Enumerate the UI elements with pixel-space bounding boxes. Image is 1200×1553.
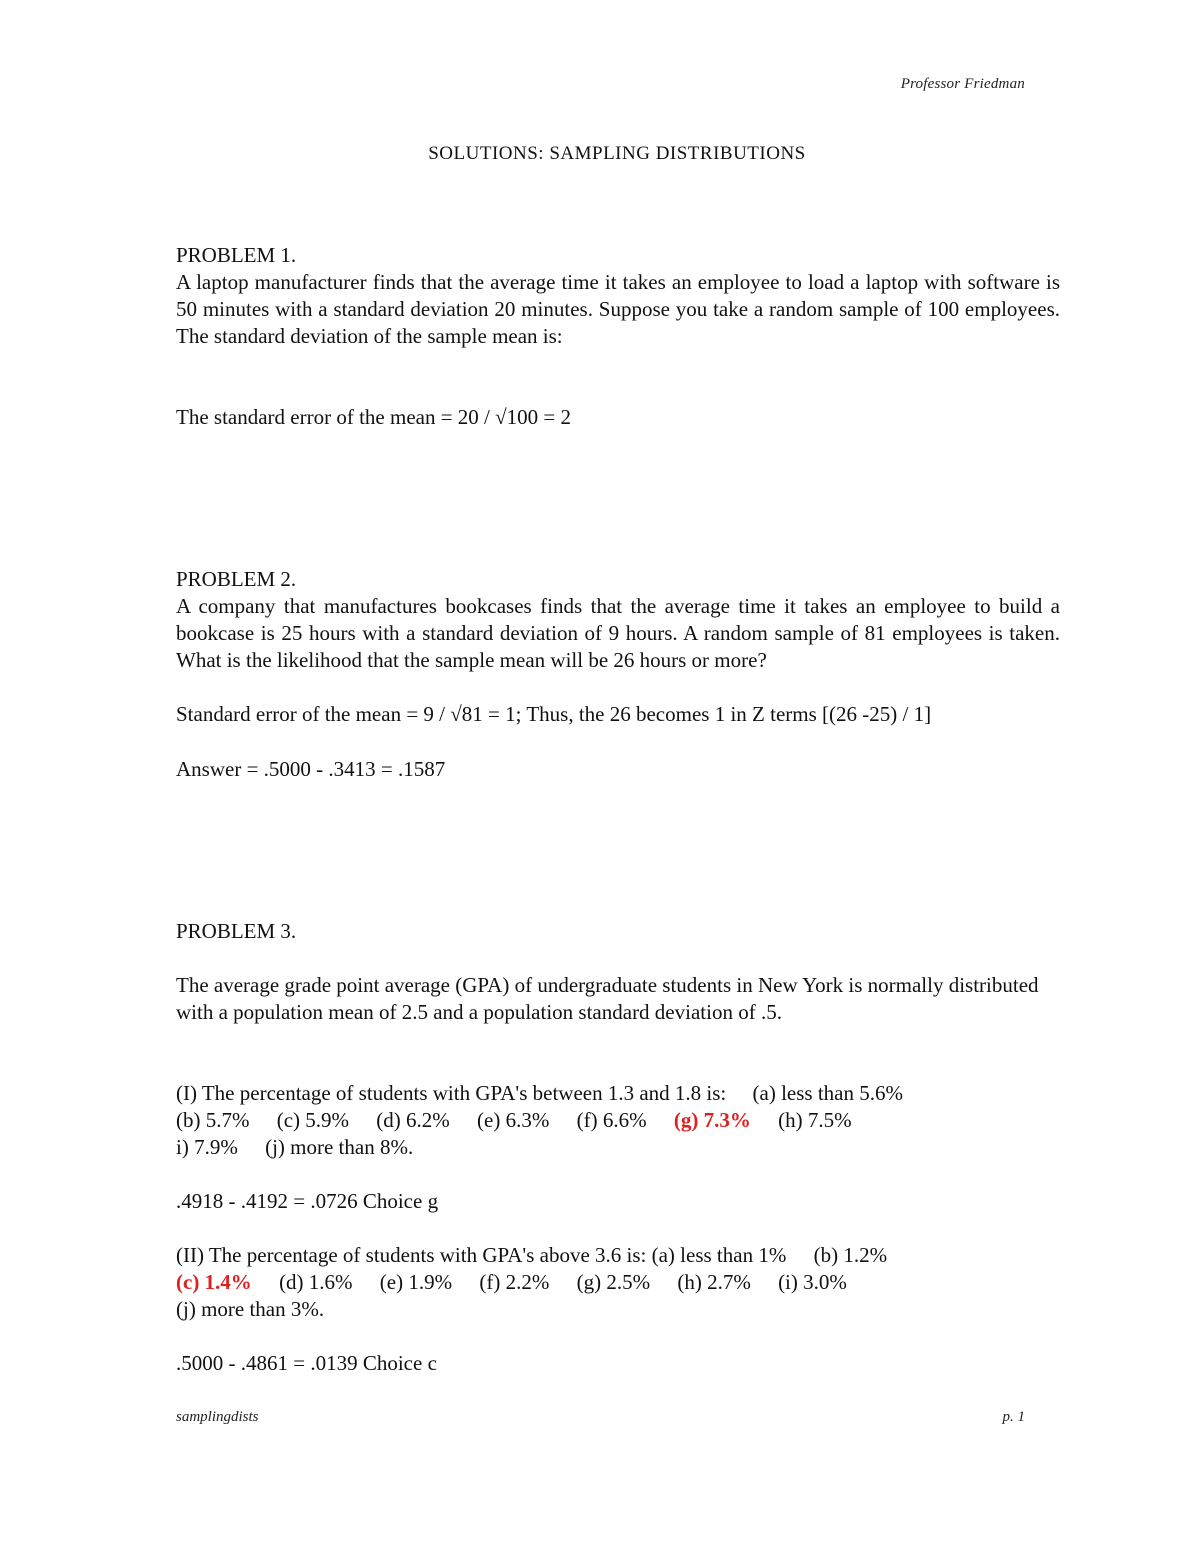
- problem-3-heading: PROBLEM 3.: [176, 919, 297, 943]
- header-author: Professor Friedman: [900, 76, 1025, 92]
- part-2-question: (II) The percentage of students with GPA's above 3.6 is:: [176, 1243, 647, 1267]
- problem-1-solution-block: [176, 404, 1060, 431]
- part-2-line-2: [176, 1269, 1060, 1296]
- problem-2-solution: Standard error of the mean = 9 / √81 = 1; Thus, the 26 becomes 1 in Z terms [(26 -25) / 1]: [176, 702, 932, 726]
- part-2-choice-h: (h) 2.7%: [677, 1270, 751, 1294]
- part-1-choice-b: (b) 5.7%: [176, 1108, 250, 1132]
- part-1-choice-h: (h) 7.5%: [778, 1108, 852, 1132]
- footer-filename: samplingdists: [176, 1409, 259, 1425]
- document-title: SOLUTIONS: SAMPLING DISTRIBUTIONS: [428, 143, 806, 164]
- part-1-line-1: [176, 1080, 1060, 1107]
- part-1-choice-j: (j) more than 8%.: [265, 1135, 414, 1159]
- part-2-choice-c-correct: (c) 1.4%: [176, 1270, 252, 1294]
- problem-1-heading-block: [176, 242, 1060, 269]
- footer-page-number: p. 1: [1002, 1409, 1025, 1425]
- part-2-choice-f: (f) 2.2%: [479, 1270, 550, 1294]
- part-1-line-2: [176, 1107, 1060, 1134]
- part-2-choice-e: (e) 1.9%: [379, 1270, 453, 1294]
- part-2-line-3: [176, 1296, 1060, 1323]
- part-2-line-1: [176, 1242, 1060, 1269]
- part-2-choice-a: (a) less than 1%: [651, 1243, 787, 1267]
- part-1-line-3: [176, 1134, 1060, 1161]
- part-1-choice-a: (a) less than 5.6%: [752, 1081, 903, 1105]
- part-1-solution: .4918 - .4192 = .0726 Choice g: [176, 1189, 439, 1213]
- part-1-choice-c: (c) 5.9%: [276, 1108, 350, 1132]
- problem-2-heading-block: [176, 566, 1060, 593]
- part-1-choice-d: (d) 6.2%: [376, 1108, 450, 1132]
- problem-3-heading-block: [176, 918, 1060, 945]
- part-2-choice-j: (j) more than 3%.: [176, 1297, 325, 1321]
- problem-2-answer-block: [176, 756, 1060, 783]
- problem-1-text: A laptop manufacturer finds that the average time it takes an employee to load a laptop with software is 50 minutes with a standard deviation 20 minutes. Suppose you take a random sample of 100 employees. The standard deviation of the sample mean is:: [176, 270, 1060, 348]
- problem-2-answer: Answer = .5000 - .3413 = .1587: [176, 757, 446, 781]
- part-2-choice-d: (d) 1.6%: [279, 1270, 353, 1294]
- problem-2-text-block: [176, 593, 1060, 674]
- part-1-choice-i: i) 7.9%: [176, 1135, 238, 1159]
- part-2-solution-block: [176, 1350, 1060, 1377]
- problem-1-text-block: [176, 269, 1060, 350]
- part-1-choice-g-correct: (g) 7.3%: [673, 1108, 751, 1132]
- part-1-solution-block: [176, 1188, 1060, 1215]
- part-2-solution: .5000 - .4861 = .0139 Choice c: [176, 1351, 437, 1375]
- problem-1-heading: PROBLEM 1.: [176, 243, 297, 267]
- problem-1-solution: The standard error of the mean = 20 / √100 = 2: [176, 405, 572, 429]
- part-2-choice-i: (i) 3.0%: [778, 1270, 847, 1294]
- part-1-choice-e: (e) 6.3%: [477, 1108, 550, 1132]
- problem-3-text-block: [176, 972, 1060, 1026]
- problem-2-heading: PROBLEM 2.: [176, 567, 297, 591]
- part-1-choice-f: (f) 6.6%: [576, 1108, 647, 1132]
- problem-2-text: A company that manufactures bookcases finds that the average time it takes an employee to build a bookcase is 25 hours with a standard deviation of 9 hours. A random sample of 81 employees is taken. What is the likelihood that the sample mean will be 26 hours or more?: [176, 594, 1060, 672]
- problem-3-text: The average grade point average (GPA) of undergraduate students in New York is normally distributed with a population mean of 2.5 and a population standard deviation of .5.: [176, 973, 1039, 1024]
- problem-2-solution-block: [176, 701, 1060, 728]
- part-2-choice-g: (g) 2.5%: [576, 1270, 651, 1294]
- part-1-question: (I) The percentage of students with GPA's between 1.3 and 1.8 is:: [176, 1081, 727, 1105]
- part-2-choice-b: (b) 1.2%: [813, 1243, 888, 1267]
